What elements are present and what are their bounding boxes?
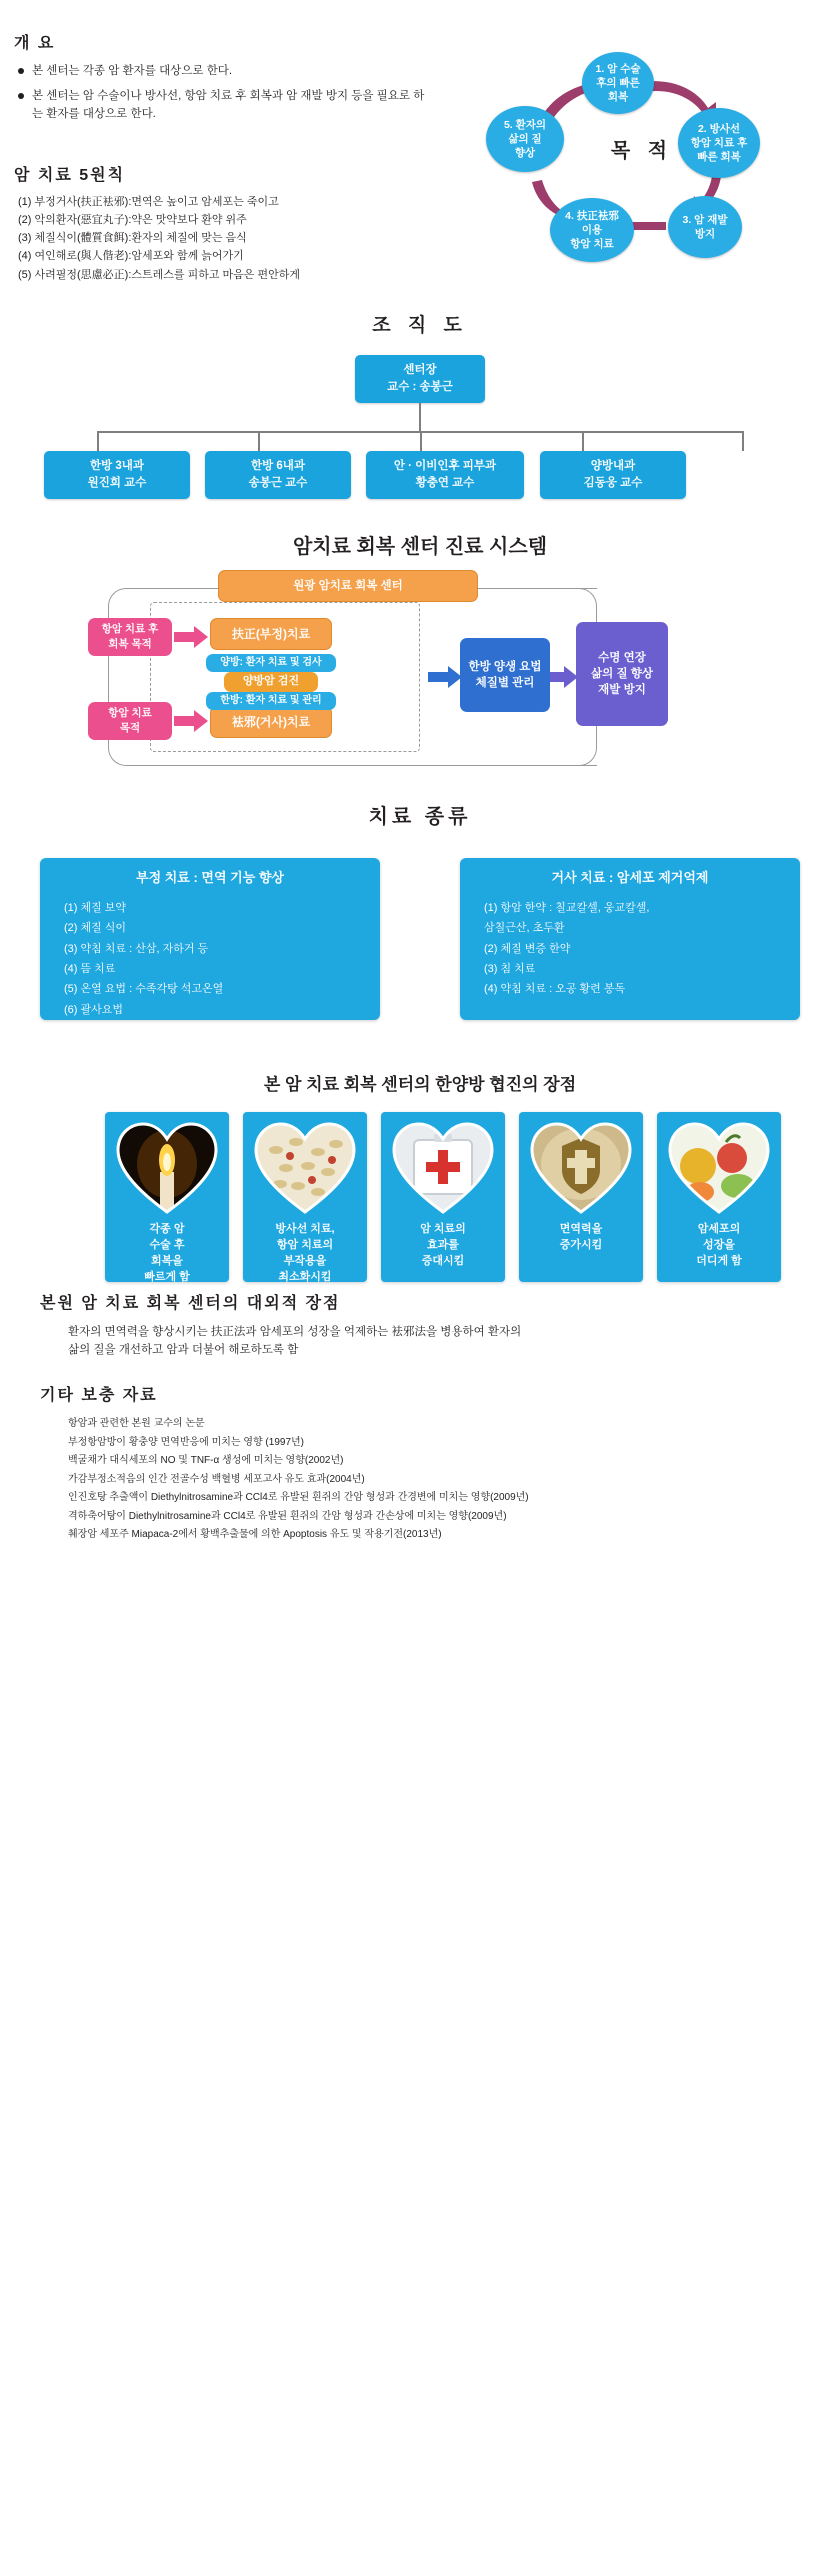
bullet-dot-icon [18, 68, 24, 74]
reference-item: 인진호탕 추출액이 Diethylnitrosamine과 CCl4로 유발된 흰쥐의 간암 형성과 간경변에 미치는 영향(2009년) [68, 1492, 529, 1503]
org-box-member-4 [540, 451, 686, 499]
system-right-end-label: 수명 연장 삶의 질 향상 재발 방지 [591, 651, 653, 697]
cycle-node-1 [582, 52, 654, 114]
treatment-item: (5) 온열 요법 : 수족각탕 석고온열 [64, 983, 224, 996]
cycle-node-4 [550, 198, 634, 262]
treatment-item: (3) 침 치료 [484, 963, 536, 976]
advantage-card-3 [381, 1112, 505, 1282]
treatment-item: (4) 뜸 치료 [64, 963, 116, 976]
org-box-member-4-label: 양방내과 김동웅 교수 [583, 459, 643, 489]
overview-bullet [18, 88, 434, 123]
treatment-item: (6) 괄사요법 [64, 1003, 124, 1016]
cycle-node-3 [668, 196, 742, 258]
advantage-card-5-caption: 암세포의 성장을 더디게 함 [696, 1223, 742, 1267]
system-inner-bottom-box: 한방: 환자 치료 및 관리 [206, 692, 336, 710]
treatment-card-removal-body [460, 894, 800, 1014]
treatment-item: (7) 기공요법 : 팔단금 [64, 1024, 165, 1037]
system-inner-top-box: 양방: 환자 치료 및 검사 [206, 654, 336, 672]
overview-bullet [18, 63, 434, 80]
advantage-card-2 [243, 1112, 367, 1282]
org-box-member-2-label: 한방 6내과 송봉근 교수 [248, 459, 308, 489]
treatment-item: 삼칠근산, 초두환 [484, 922, 565, 935]
org-box-member-1-label: 한방 3내과 원진희 교수 [87, 459, 147, 489]
system-right-end-box [576, 622, 668, 726]
external-advantage-heading: 본원 암 치료 회복 센터의 대외적 장점 [40, 1295, 341, 1312]
advantage-card-3-caption: 암 치료의 효과를 증대시킴 [420, 1223, 466, 1267]
cycle-node-5 [486, 106, 564, 172]
bullet-dot-icon [18, 93, 24, 99]
advantages-heading: 본 암 치료 회복 센터의 한양방 협진의 장점 [263, 1075, 577, 1094]
org-chart-heading: 조 직 도 [372, 315, 468, 336]
org-box-member-2 [205, 451, 351, 499]
shield-icon [528, 1120, 634, 1216]
references-section [40, 1382, 810, 1545]
cycle-node-1-label: 1. 암 수술 후의 빠른 회복 [595, 62, 641, 104]
org-connector-drop [258, 431, 260, 451]
grains-icon [252, 1120, 358, 1216]
treatment-card-positive [40, 858, 380, 1037]
care-system-heading: 암치료 회복 센터 진료 시스템 [292, 536, 548, 558]
org-connector-vertical [419, 403, 421, 431]
fruits-icon [666, 1120, 772, 1216]
advantage-card-2-caption: 방사선 치료, 항암 치료의 부작용을 최소화시킴 [275, 1223, 335, 1283]
advantage-card-5 [657, 1112, 781, 1282]
advantage-card-4 [519, 1112, 643, 1282]
system-top-box: 원광 암치료 회복 센터 [218, 570, 478, 602]
reference-item: 가감부정소적음의 인간 전골수성 백혈병 세포고사 유도 효과(2004년) [68, 1473, 365, 1485]
org-connector-drop [582, 431, 584, 451]
cycle-node-5-label: 5. 환자의 삶의 질 향상 [503, 118, 547, 160]
principle-item: (3) 체질식이(體質食餌):환자의 체질에 맞는 음식 [18, 232, 247, 245]
treatment-card-positive-body [40, 894, 380, 1054]
system-inner-mid-box: 양방암 검진 [224, 672, 318, 692]
advantage-card-4-caption: 면역력을 증가시킴 [559, 1223, 603, 1251]
treatment-item: (2) 체질 변증 한약 [484, 942, 571, 955]
care-system-diagram [98, 570, 746, 780]
overview-bullet-text: 본 센터는 암 수술이나 방사선, 항암 치료 후 회복과 암 재발 방지 등을 필요로 하는 환자를 대상으로 한다. [32, 90, 425, 120]
treatment-item: (1) 체질 보약 [64, 902, 127, 914]
cycle-node-3-label: 3. 암 재발 방지 [682, 213, 728, 240]
principle-item: (1) 부정거사(扶正袪邪):면역은 높이고 암세포는 죽이고 [18, 196, 279, 208]
overview-heading: 개 요 [14, 35, 56, 52]
purpose-cycle-diagram [420, 30, 840, 270]
treatment-item: (4) 약침 치료 : 오공 황련 봉독 [484, 983, 626, 996]
org-box-member-3-label: 안 · 이비인후 피부과 황충연 교수 [393, 459, 497, 489]
treatment-card-removal [460, 858, 800, 1020]
system-mid-bottom-box: 袪邪(거사)치료 [210, 706, 332, 738]
org-connector-drop [420, 431, 422, 451]
system-left-top-label: 항암 치료 후 회복 목적 [101, 623, 159, 650]
org-connector-drop [97, 431, 99, 451]
principles-heading: 암 치료 5원칙 [14, 167, 126, 184]
advantage-card-1-caption: 각종 암 수술 후 회복을 빠르게 함 [144, 1223, 190, 1283]
references-heading: 기타 보충 자료 [40, 1387, 158, 1404]
treatment-item: (3) 약침 치료 : 산삼, 자하거 등 [64, 942, 209, 955]
org-box-director-label: 센터장 교수 : 송봉근 [387, 363, 453, 393]
system-left-bottom-label: 항암 치료 목적 [108, 707, 152, 734]
treatment-item: (1) 항암 한약 : 칠교칼셀, 웅교칼셀, [484, 902, 650, 914]
cycle-node-2-label: 2. 방사선 항암 치료 후 빠른 회복 [690, 122, 748, 164]
system-mid-top-box: 扶正(부정)치료 [210, 618, 332, 650]
org-connector-drop [742, 431, 744, 451]
org-box-member-3 [366, 451, 524, 499]
reference-item: 부정항암방이 황충양 면역반응에 미치는 영향 (1997년) [68, 1436, 304, 1448]
treatment-heading: 치료 종류 [368, 806, 472, 828]
treatment-card-positive-title: 부정 치료 : 면역 기능 향상 [136, 870, 284, 885]
cycle-center-label: 목 적 [610, 140, 674, 162]
overview-bullet-text: 본 센터는 각종 암 환자를 대상으로 한다. [32, 65, 233, 77]
overview-section [14, 30, 434, 131]
references-subheading: 항암과 관련한 본원 교수의 논문 [68, 1418, 205, 1429]
reference-item: 췌장암 세포주 Miapaca-2에서 황백추출물에 의한 Apoptosis 유도 및 작용기전(2013년) [68, 1529, 442, 1540]
principle-item: (2) 악의환자(惡宜丸子):약은 맛약보다 환약 위주 [18, 214, 247, 227]
cycle-node-4-label: 4. 扶正袪邪 이용 항암 치료 [565, 209, 619, 251]
candle-icon [114, 1120, 220, 1216]
org-box-member-1 [44, 451, 190, 499]
principles-section [14, 162, 444, 284]
reference-item: 백굴채가 대식세포의 NO 및 TNF-α 생성에 미치는 영향(2002년) [68, 1455, 344, 1466]
external-advantage-text: 환자의 면역력을 향상시키는 扶正法과 암세포의 성장을 억제하는 袪邪法을 병용하여 환자의 삶의 질을 개선하고 암과 더불어 해로하도록 함 [68, 1326, 522, 1357]
org-box-director [355, 355, 485, 403]
principle-item: (5) 사려필정(思慮必正):스트레스를 피하고 마음은 편안하게 [18, 268, 300, 281]
system-right-mid-label: 한방 양생 요법 체질별 관리 [468, 660, 542, 689]
system-right-mid-box [460, 638, 550, 712]
treatment-card-removal-title: 거사 치료 : 암세포 제거억제 [551, 870, 709, 885]
first-aid-icon [390, 1120, 496, 1216]
principle-item: (4) 여인해로(與人偕老):암세포와 함께 늙어가기 [18, 250, 244, 263]
advantage-card-1 [105, 1112, 229, 1282]
external-advantage-section [40, 1290, 800, 1360]
treatment-item: (2) 체질 식이 [64, 922, 127, 935]
reference-item: 격하축어탕이 Diethylnitrosamine과 CCl4로 유발된 흰쥐의 간암 형성과 간손상에 미치는 영향(2009년) [68, 1510, 507, 1522]
